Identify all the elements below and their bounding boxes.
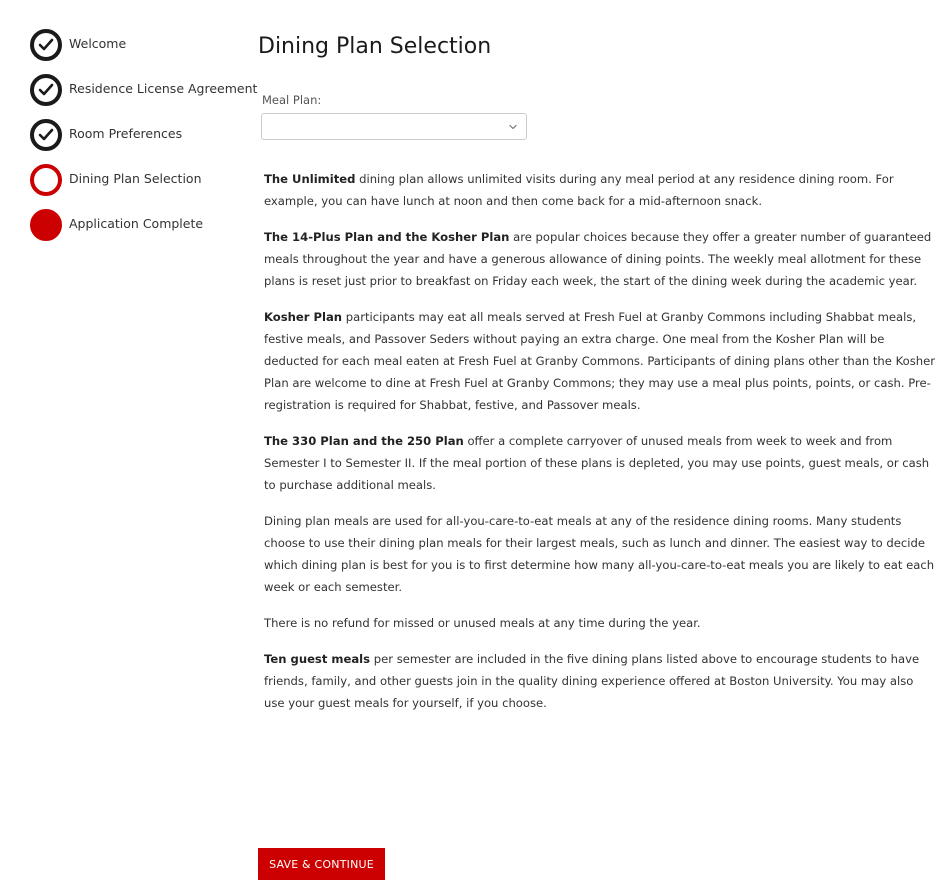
filled-circle-icon bbox=[30, 209, 62, 241]
paragraph-text: Dining plan meals are used for all-you-care-to-eat meals at any of the residence dining rooms. Many students choose to use their dining plan meals for their largest meals, such as lunch and dinner. The easiest way to decide which dining plan is best for you is to first determine how many all-you-care-to-eat meals you are likely to eat each week or each semester. bbox=[264, 514, 935, 594]
chevron-down-icon bbox=[509, 123, 517, 131]
paragraph-guest-meals bbox=[264, 648, 936, 714]
paragraph-heading: The 14-Plus Plan and the Kosher Plan bbox=[264, 230, 510, 244]
page-title: Dining Plan Selection bbox=[258, 34, 492, 59]
progress-stepper bbox=[30, 27, 258, 252]
step-label: Application Complete bbox=[69, 216, 204, 231]
step-dining-plan-selection bbox=[30, 162, 255, 207]
meal-plan-select[interactable] bbox=[261, 113, 527, 140]
save-and-continue-button[interactable]: SAVE & CONTINUE bbox=[258, 848, 385, 880]
main-content bbox=[258, 30, 934, 728]
dining-plan-description bbox=[264, 168, 936, 714]
paragraph-14-plus-kosher bbox=[264, 226, 936, 292]
check-circle-icon bbox=[30, 74, 62, 106]
paragraph-heading: The 330 Plan and the 250 Plan bbox=[264, 434, 464, 448]
paragraph-text: participants may eat all meals served at Fresh Fuel at Granby Commons including Shabbat meals, festive meals, and Passover Seders without paying an extra charge. One meal from the Kosher Plan will be deducted for each meal eaten at Fresh Fuel at Granby Commons. Participants of dining plans other than the Kosher Plan are welcome to dine at Fresh Fuel at Granby Commons; they may use a meal plus points, points, or cash. Pre-registration is required for Shabbat, festive, and Passover meals. bbox=[264, 310, 935, 412]
step-room-preferences bbox=[30, 117, 255, 162]
paragraph-heading: Kosher Plan bbox=[264, 310, 343, 324]
step-label: Room Preferences bbox=[69, 126, 183, 141]
paragraph-text: are popular choices because they offer a greater number of guaranteed meals throughout the year and have a generous allowance of dining points. The weekly meal allotment for these plans is reset just prior to breakfast on Friday each week, the start of the dining week during the academic year. bbox=[264, 230, 932, 288]
meal-plan-label: Meal Plan: bbox=[262, 93, 322, 107]
paragraph-heading: The Unlimited bbox=[264, 172, 356, 186]
paragraph-text: per semester are included in the five dining plans listed above to encourage students to have friends, family, and other guests join in the quality dining experience offered at Boston University. You may also use your guest meals for yourself, if you choose. bbox=[264, 652, 920, 710]
step-welcome bbox=[30, 27, 255, 72]
paragraph-heading: Ten guest meals bbox=[264, 652, 371, 666]
check-circle-icon bbox=[30, 119, 62, 151]
paragraph-dining-plan-meals bbox=[264, 510, 936, 598]
paragraph-text: dining plan allows unlimited visits during any meal period at any residence dining room. For example, you can have lunch at noon and then come back for a mid-afternoon snack. bbox=[264, 172, 894, 208]
step-label: Welcome bbox=[69, 36, 127, 51]
step-label: Residence License Agreement bbox=[69, 81, 258, 96]
paragraph-no-refund bbox=[264, 612, 936, 634]
paragraph-text: There is no refund for missed or unused meals at any time during the year. bbox=[264, 616, 701, 630]
paragraph-kosher-plan bbox=[264, 306, 936, 416]
step-residence-license-agreement bbox=[30, 72, 258, 117]
check-circle-icon bbox=[30, 29, 62, 61]
ring-circle-icon bbox=[30, 164, 62, 196]
paragraph-text: offer a complete carryover of unused meals from week to week and from Semester I to Semester II. If the meal portion of these plans is depleted, you may use points, guest meals, or cash to purchase additional meals. bbox=[264, 434, 930, 492]
paragraph-330-250-plan bbox=[264, 430, 936, 496]
paragraph-unlimited bbox=[264, 168, 936, 212]
step-label: Dining Plan Selection bbox=[69, 171, 202, 186]
step-application-complete bbox=[30, 207, 255, 252]
meal-plan-select-wrapper bbox=[261, 113, 527, 140]
